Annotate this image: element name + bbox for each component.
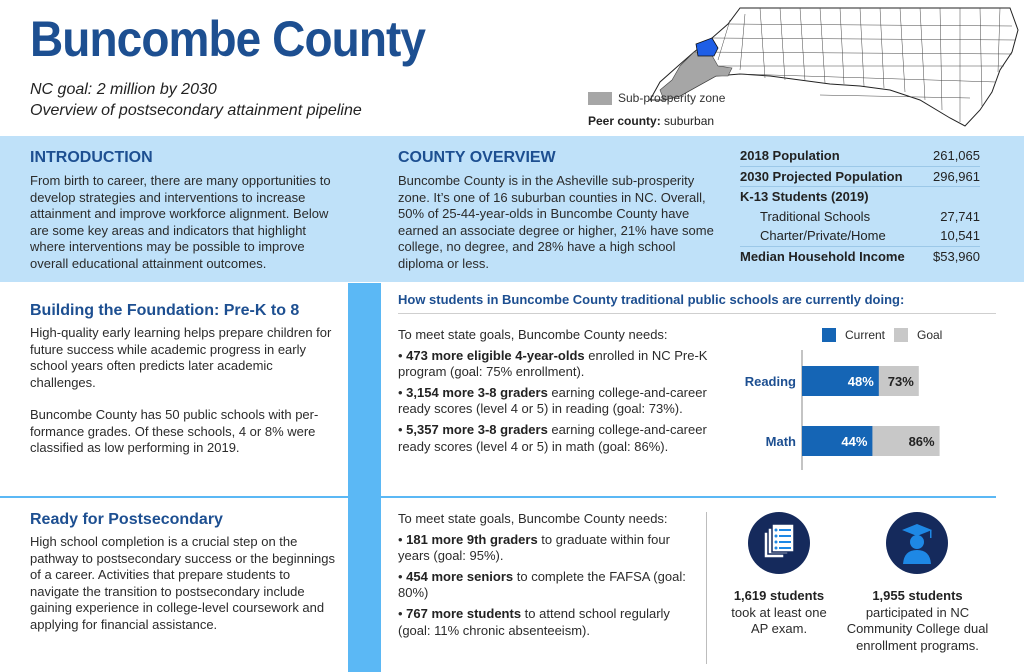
needs-intro: To meet state goals, Buncombe County needs: <box>398 511 668 526</box>
sub-prosperity-legend-swatch <box>588 92 612 105</box>
list-item: • 181 more 9th graders to graduate within four years (goal: 95%). <box>398 531 670 564</box>
section-rule-right <box>381 496 996 498</box>
bullet-text: to attend school regularly (goal: 11% chronic absenteeism). <box>398 605 670 638</box>
peer-county-value: suburban <box>664 114 715 128</box>
peer-county <box>588 114 714 128</box>
graduate-icon <box>886 512 948 574</box>
dual-enrollment-stat <box>840 588 995 654</box>
dual-enrollment-text: participated in NC Community College dual enrollment programs. <box>846 604 989 653</box>
bullet-bold: 181 more 9th graders <box>406 531 538 547</box>
stats-divider <box>706 512 707 664</box>
dual-enrollment-value: 1,955 students <box>872 588 963 603</box>
stat-row <box>740 146 980 166</box>
foundation-heading: Building the Foundation: Pre-K to 8 <box>30 302 300 319</box>
category-label: Math <box>765 434 796 449</box>
section-rule-left <box>0 496 348 498</box>
current-value-label: 48% <box>847 374 874 389</box>
bullet-text: to graduate within four years (goal: 95%). <box>398 531 670 564</box>
chart-heading: How students in Buncombe County traditional public schools are currently doing: <box>398 292 905 307</box>
ap-stat <box>722 588 836 638</box>
bullet-bold: 473 more eligible 4-year-olds <box>406 347 585 363</box>
bullet-bold: 767 more students <box>406 605 522 621</box>
goal-value-label: 86% <box>908 434 935 449</box>
page-title: Buncombe County <box>30 11 426 67</box>
stat-label: K-13 Students (2019) <box>740 188 869 204</box>
list-item: • 473 more eligible 4-year-olds enrolled in NC Pre-K program (goal: 75% enrollment). <box>398 347 708 380</box>
postsecondary-heading: Ready for Postsecondary <box>30 511 223 528</box>
subtitle-goal: NC goal: 2 million by 2030 <box>30 81 217 98</box>
list-item: • 3,154 more 3-8 graders earning college-and-career ready scores (level 4 or 5) in reading (goal: 73%). <box>398 384 707 417</box>
subtitle-overview: Overview of postsecondary attainment pipeline <box>30 102 362 119</box>
stat-label: Traditional Schools <box>760 208 871 224</box>
foundation-text-1: High-quality early learning helps prepare children for future success while academic progress in early school years often predicts later academic challenges. <box>30 325 332 390</box>
chart-heading-rule <box>398 313 996 314</box>
stat-row <box>740 206 980 226</box>
attainment-bar-chart <box>720 350 1010 470</box>
nc-county-map <box>620 0 1020 132</box>
bullet-text: enrolled in NC Pre-K program (goal: 75% enrollment). <box>398 347 708 380</box>
ap-stat-text: took at least one AP exam. <box>731 604 827 637</box>
overview-heading: COUNTY OVERVIEW <box>398 149 556 166</box>
needs-intro: To meet state goals, Buncombe County needs: <box>398 327 668 342</box>
bullet-bold: 5,357 more 3-8 graders <box>406 421 548 437</box>
intro-text: From birth to career, there are many opportunities to develop strategies and interventions to increase attainment and improve workforce alignment. Below are some key areas and indicators that highlight where interventions may be possible to improve overall educational attainment outcomes. <box>30 173 331 271</box>
sub-prosperity-legend-label: Sub-prosperity zone <box>618 91 726 105</box>
bullet-text: earning college-and-career ready scores (level 4 or 5) in math (goal: 86%). <box>398 421 707 454</box>
bullet-bold: 3,154 more 3-8 graders <box>406 384 548 400</box>
list-item: • 454 more seniors to complete the FAFSA (goal: 80%) <box>398 568 686 601</box>
stat-value: 10,541 <box>940 228 980 244</box>
current-value-label: 44% <box>841 434 868 449</box>
stat-value: $53,960 <box>933 248 980 264</box>
stat-label: 2018 Population <box>740 148 840 164</box>
stat-value: 296,961 <box>933 168 980 184</box>
overview-text: Buncombe County is in the Asheville sub-prosperity zone. It’s one of 16 suburban counties in NC. Overall, 50% of 25-44-year-olds in Buncombe County have earned an associate degree or higher, 21% have some college, no degree, and 28% have a high school diploma or less. <box>398 173 714 271</box>
stat-row <box>740 186 980 206</box>
legend-current-label: Current <box>845 328 886 342</box>
legend-goal-swatch <box>894 328 908 342</box>
county-stats-table <box>740 146 980 266</box>
stat-label: Median Household Income <box>740 248 905 264</box>
list-item: • 767 more students to attend school regularly (goal: 11% chronic absenteeism). <box>398 605 670 638</box>
stat-value: 261,065 <box>933 148 980 164</box>
peer-county-label: Peer county: <box>588 114 661 128</box>
ap-stat-value: 1,619 students <box>733 588 825 603</box>
goal-value-label: 73% <box>887 374 914 389</box>
legend-goal-label: Goal <box>917 328 943 342</box>
foundation-needs <box>398 327 708 455</box>
stat-row <box>740 226 980 246</box>
category-label: Reading <box>744 374 796 389</box>
stat-label: 2030 Projected Population <box>740 168 903 184</box>
intro-heading: INTRODUCTION <box>30 149 153 166</box>
stat-label: Charter/Private/Home <box>760 228 886 244</box>
legend-current-swatch <box>822 328 836 342</box>
postsecondary-text: High school completion is a crucial step on the pathway to postsecondary success or the beginnings of a career. Activities that prepare students to navigate the transition to postsecondary include gaining experience in college-level coursework and applying for financial assistance. <box>30 534 335 632</box>
section-divider-bar <box>348 283 381 672</box>
foundation-text-2: Buncombe County has 50 public schools with per-formance grades. Of these schools, 4 or 8% were classified as low performing in 2019. <box>30 407 319 456</box>
stat-value: 27,741 <box>940 208 980 224</box>
bullet-text: earning college-and-career ready scores (level 4 or 5) in reading (goal: 73%). <box>398 384 707 417</box>
document-list-icon <box>748 512 810 574</box>
page-subtitle <box>30 79 362 121</box>
bullet-text: to complete the FAFSA (goal: 80%) <box>398 568 686 601</box>
list-item: • 5,357 more 3-8 graders earning college-and-career ready scores (level 4 or 5) in math (goal: 86%). <box>398 421 707 454</box>
stat-row <box>740 166 980 186</box>
postsecondary-needs <box>398 511 688 639</box>
bullet-bold: 454 more seniors <box>406 568 514 584</box>
stat-row <box>740 246 980 266</box>
